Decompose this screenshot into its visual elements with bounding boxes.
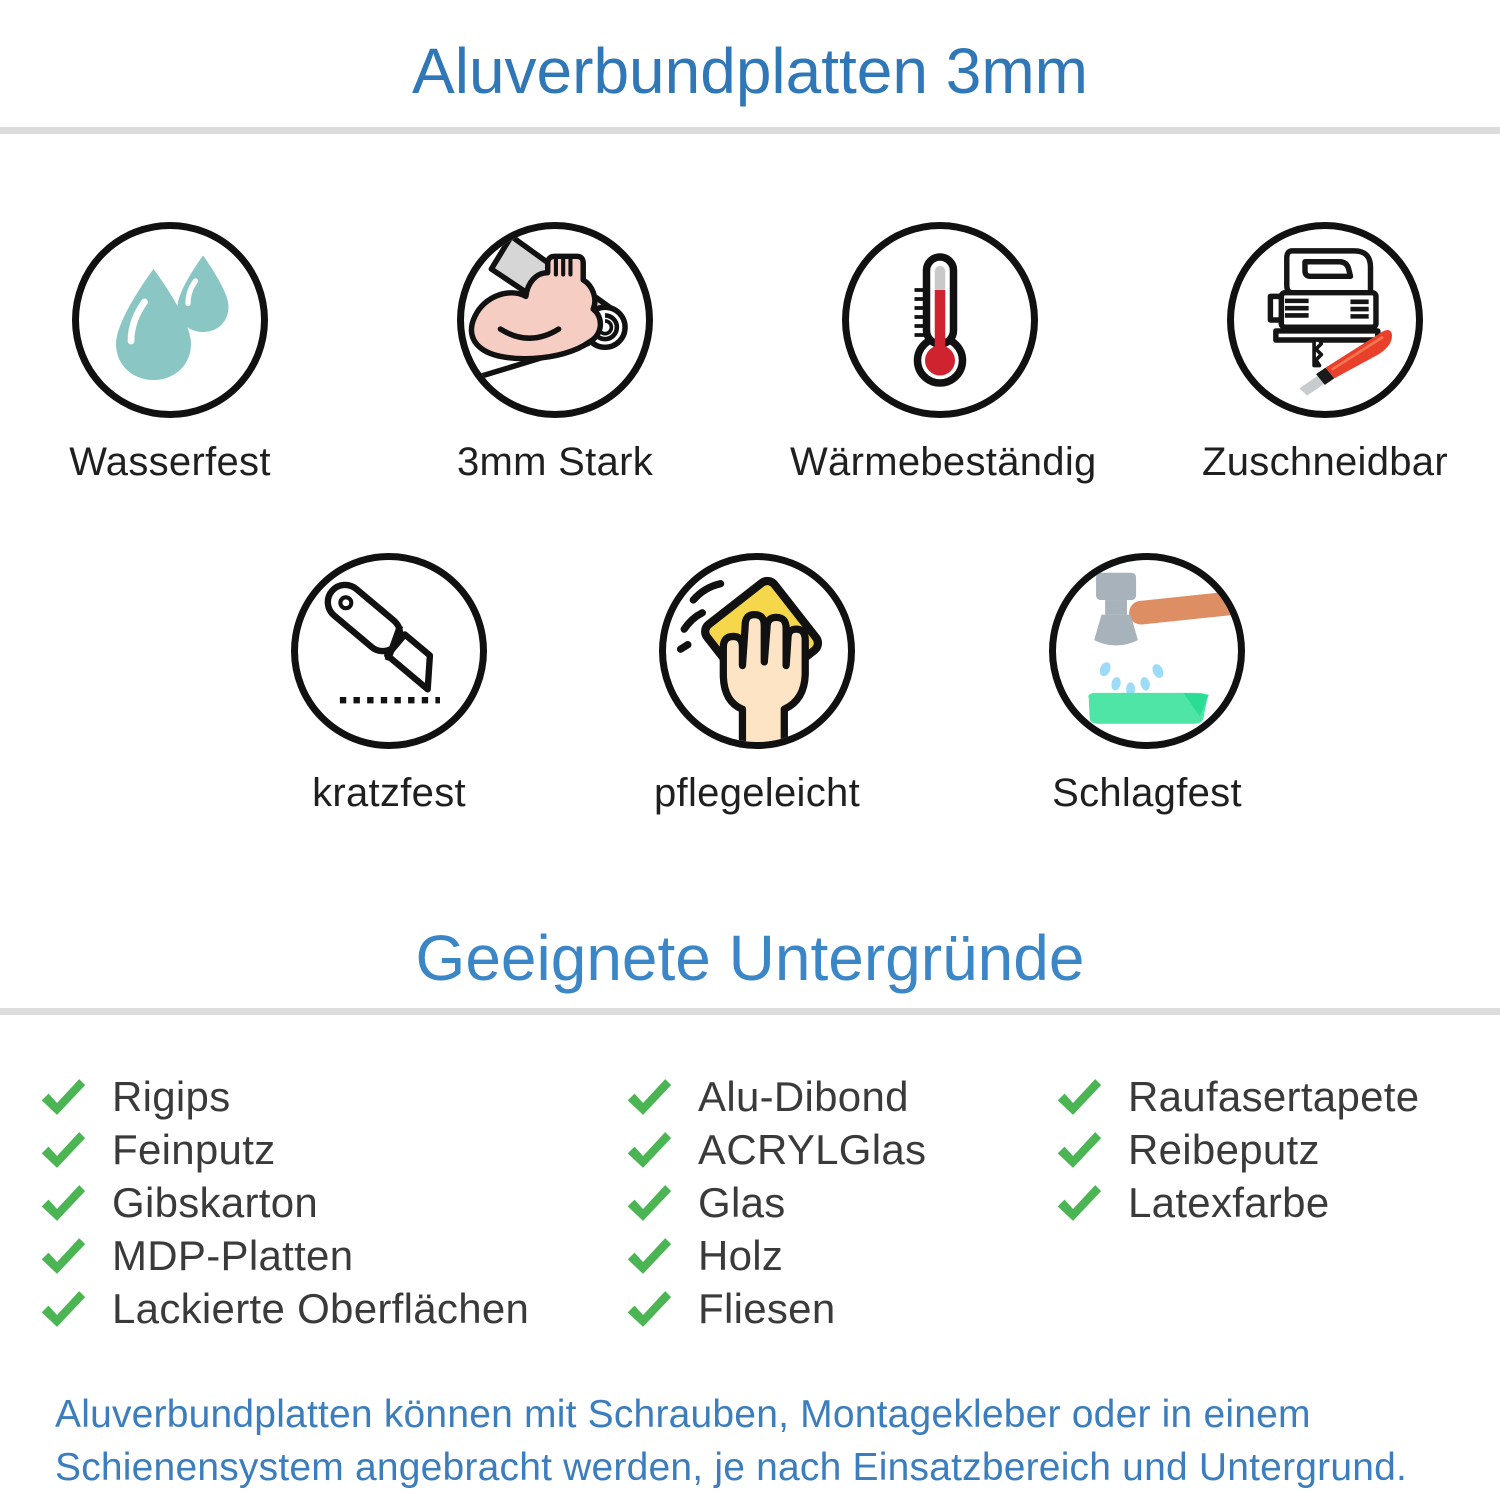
substrate-label: Glas xyxy=(698,1178,786,1226)
mounting-note-line: Schienensystem angebracht werden, je nach Einsatzbereich und Untergrund. xyxy=(55,1446,1408,1489)
hammer-icon xyxy=(1049,553,1245,749)
feature-label: kratzfest xyxy=(312,771,466,815)
check-icon xyxy=(626,1184,672,1222)
feature-label: 3mm Stark xyxy=(456,440,654,484)
divider xyxy=(0,127,1500,134)
substrate-column-2 xyxy=(626,1070,926,1335)
feature-label: Wärmebeständig xyxy=(790,440,1097,484)
list-item xyxy=(40,1282,529,1335)
substrate-label: Fliesen xyxy=(698,1284,836,1332)
check-icon xyxy=(626,1237,672,1275)
substrate-label: Gibskarton xyxy=(112,1178,319,1226)
list-item xyxy=(40,1176,529,1229)
list-item xyxy=(626,1176,926,1229)
substrate-label: Holz xyxy=(698,1231,784,1279)
substrate-label: Alu-Dibond xyxy=(698,1072,909,1120)
list-item xyxy=(1056,1176,1419,1229)
divider xyxy=(0,1008,1500,1015)
check-icon xyxy=(40,1237,86,1275)
water-drops-icon xyxy=(72,222,268,418)
mounting-note-line: Aluverbundplatten können mit Schrauben, Montagekleber oder in einem xyxy=(55,1393,1311,1436)
list-item xyxy=(626,1229,926,1282)
substrate-label: Feinputz xyxy=(112,1125,276,1173)
list-item xyxy=(40,1123,529,1176)
page-title: Aluverbundplatten 3mm xyxy=(412,35,1088,107)
list-item xyxy=(626,1123,926,1176)
feature-zuschneidbar xyxy=(1175,222,1475,485)
check-icon xyxy=(1056,1184,1102,1222)
feature-label: Zuschneidbar xyxy=(1202,440,1448,484)
check-icon xyxy=(626,1290,672,1328)
cleaning-hand-icon xyxy=(659,553,855,749)
substrate-column-3 xyxy=(1056,1070,1419,1229)
list-item xyxy=(626,1282,926,1335)
check-icon xyxy=(1056,1078,1102,1116)
check-icon xyxy=(626,1131,672,1169)
check-icon xyxy=(40,1290,86,1328)
substrate-label: Rigips xyxy=(112,1072,231,1120)
muscle-arm-icon xyxy=(457,222,653,418)
check-icon xyxy=(1056,1131,1102,1169)
thermometer-icon xyxy=(842,222,1038,418)
check-icon xyxy=(40,1184,86,1222)
list-item xyxy=(626,1070,926,1123)
substrate-label: Latexfarbe xyxy=(1128,1178,1330,1226)
feature-schlagfest xyxy=(997,553,1297,816)
substrate-label: Raufasertapete xyxy=(1128,1072,1420,1120)
feature-3mm-stark xyxy=(405,222,705,485)
feature-label: Schlagfest xyxy=(1052,771,1242,815)
substrate-label: Lackierte Oberflächen xyxy=(112,1284,530,1332)
feature-wasserfest xyxy=(20,222,320,485)
list-item xyxy=(40,1070,529,1123)
check-icon xyxy=(40,1078,86,1116)
list-item xyxy=(1056,1123,1419,1176)
feature-pflegeleicht xyxy=(607,553,907,816)
mounting-note xyxy=(55,1388,1407,1494)
substrate-label: Reibeputz xyxy=(1128,1125,1320,1173)
substrate-label: ACRYLGlas xyxy=(698,1125,927,1173)
list-item xyxy=(1056,1070,1419,1123)
list-item xyxy=(40,1229,529,1282)
check-icon xyxy=(626,1078,672,1116)
substrate-label: MDP-Platten xyxy=(112,1231,354,1279)
feature-kratzfest xyxy=(239,553,539,816)
feature-label: pflegeleicht xyxy=(654,771,860,815)
section-title-untergruende: Geeignete Untergründe xyxy=(415,922,1085,994)
substrate-column-1 xyxy=(40,1070,529,1335)
cutter-knife-icon xyxy=(291,553,487,749)
check-icon xyxy=(40,1131,86,1169)
jigsaw-knife-icon xyxy=(1227,222,1423,418)
feature-waermebestaendig xyxy=(790,222,1097,485)
feature-label: Wasserfest xyxy=(69,440,271,484)
